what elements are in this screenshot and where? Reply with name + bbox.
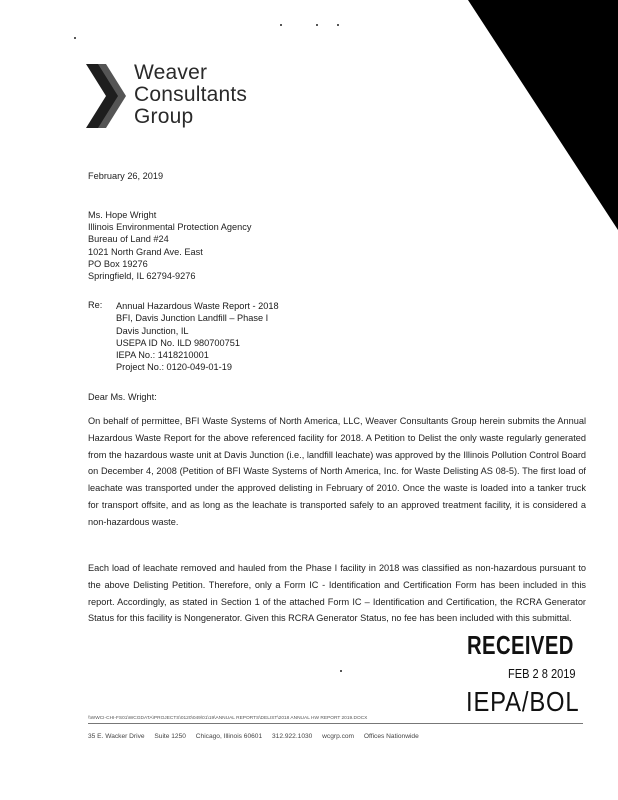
recipient-address (88, 209, 251, 282)
logo-line-1: Weaver (134, 61, 208, 84)
scan-speck (74, 37, 76, 39)
re-line: BFI, Davis Junction Landfill – Phase I (116, 313, 269, 324)
re-line: IEPA No.: 1418210001 (116, 350, 209, 361)
scan-speck (340, 670, 342, 672)
footer-suite: Suite 1250 (154, 733, 186, 740)
file-path: \\WWCI-CHI-FS01\WCGDATA\PROJECTS\0120\049\01\19\ANNUAL REPORTS\DELIST\2018 ANNUAL HW REPORT 2019.DOCX (88, 716, 368, 721)
agency-stamp: IEPA/BOL (466, 686, 580, 717)
re-line: Davis Junction, IL (116, 325, 189, 336)
footer-address: 35 E. Wacker Drive (88, 733, 145, 740)
logo-line-3: Group (134, 105, 194, 128)
footer-divider (88, 723, 583, 724)
re-label: Re: (88, 300, 103, 310)
footer-city: Chicago, Illinois 60601 (195, 733, 263, 740)
re-line: Project No.: 0120-049-01-19 (116, 362, 232, 373)
scan-speck (337, 24, 339, 26)
recipient-line: 1021 North Grand Ave. East (88, 246, 203, 257)
re-line: Annual Hazardous Waste Report - 2018 (116, 301, 279, 311)
body-paragraph-2: Each load of leachate removed and hauled from the Phase I facility in 2018 was classified as non-hazardous pursuant to the above Delisting Petition. Therefore, only a Form IC - Identification and Certification Form has been included in this report. Accordingly, as stated in Section 1 of the attached Form IC – Identification and Certification, the RCRA Generator Status for this facility is Nongenerator. Given this RCRA Generator Status, no fee has been included with this submittal. (88, 563, 586, 624)
footer-offices: Offices Nationwide (363, 733, 419, 740)
received-stamp-date: FEB 2 8 2019 (508, 666, 576, 681)
letter-date: February 26, 2019 (88, 171, 164, 181)
re-line: USEPA ID No. ILD 980700751 (116, 337, 240, 348)
received-stamp: RECEIVED (467, 630, 574, 660)
re-lines (116, 300, 279, 374)
recipient-line: Springfield, IL 62794-9276 (88, 271, 196, 282)
letterhead-footer (88, 733, 427, 740)
recipient-line: Bureau of Land #24 (88, 234, 169, 245)
recipient-line: Illinois Environmental Protection Agency (88, 222, 252, 233)
scan-speck (280, 24, 282, 26)
weaver-logo-icon (86, 64, 126, 128)
scan-corner-shadow (468, 0, 618, 230)
logo-line-2: Consultants (134, 83, 248, 106)
company-logo-text (134, 62, 247, 128)
recipient-line: Ms. Hope Wright (88, 210, 157, 220)
scan-speck (316, 24, 318, 26)
body-paragraph-1: On behalf of permittee, BFI Waste Systems of North America, LLC, Weaver Consultants Group herein submits the Annual Hazardous Waste Report for the above referenced facility for 2018. A Petition to Delist the only waste regularly generated from the hazardous waste unit at Davis Junction (i.e., landfill leachate) was approved by the Illinois Pollution Control Board on December 4, 2008 (Petition of BFI Waste Systems of North America, Inc. for Waste Delisting AS 08-5). The first load of leachate was transported under the approved delisting in February of 2010. Once the waste is loaded into a tanker truck for transport offsite, and as long as the leachate is transported safely to an approved treatment facility, it is considered a non-hazardous waste. (88, 416, 586, 527)
footer-web: wcgrp.com (322, 733, 355, 740)
footer-phone: 312.922.1030 (271, 733, 313, 740)
salutation: Dear Ms. Wright: (88, 392, 157, 402)
recipient-line: PO Box 19276 (88, 258, 148, 269)
